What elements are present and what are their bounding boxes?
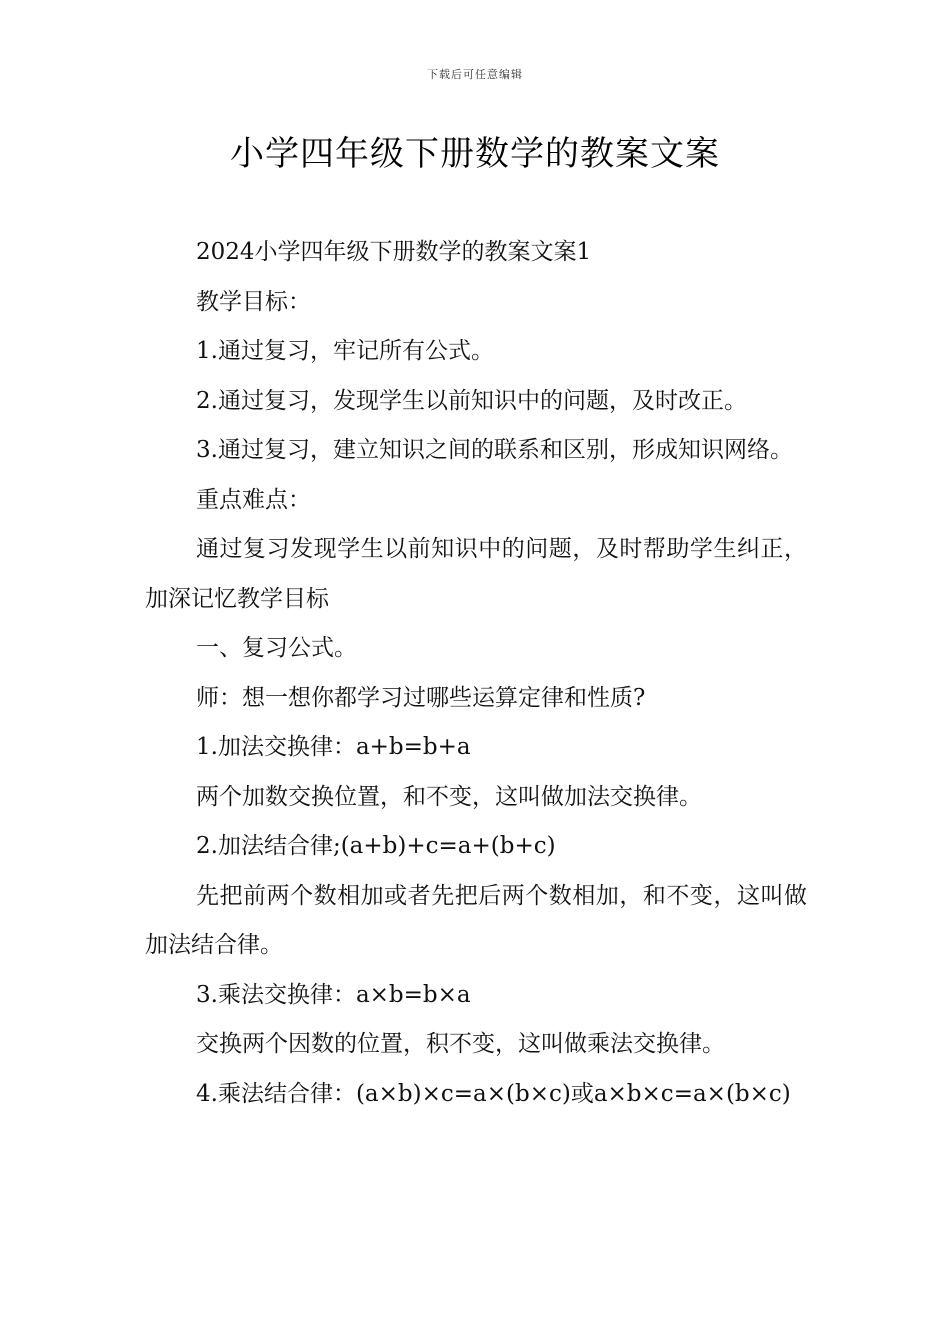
- section-heading: 2024小学四年级下册数学的教案文案1: [196, 239, 592, 265]
- paragraph: 3.通过复习，建立知识之间的联系和区别，形成知识网络。: [196, 437, 793, 463]
- paragraph: 师：想一想你都学习过哪些运算定律和性质?: [196, 684, 646, 711]
- paragraph: 4.乘法结合律：(a×b)×c=a×(b×c)或a×b×c=a×(b×c): [196, 1080, 791, 1107]
- header-note: 下载后可任意编辑: [427, 68, 523, 81]
- paragraph: 一、复习公式。: [196, 635, 357, 661]
- paragraph: 3.乘法交换律：a×b=b×a: [196, 981, 471, 1008]
- paragraph: 交换两个因数的位置，积不变，这叫做乘法交换律。: [196, 1031, 725, 1057]
- paragraph: 通过复习发现学生以前知识中的问题，及时帮助学生纠正，加深记忆教学目标: [145, 536, 807, 612]
- paragraph: 1.通过复习，牢记所有公式。: [196, 338, 494, 364]
- paragraph: 两个加数交换位置，和不变，这叫做加法交换律。: [196, 783, 702, 810]
- paragraph: 1.加法交换律：a+b=b+a: [196, 734, 471, 760]
- paragraph: 2.加法结合律;(a+b)+c=a+(b+c): [196, 833, 556, 859]
- document-title: 小学四年级下册数学的教案文案: [230, 134, 720, 174]
- paragraph: 重点难点：: [196, 486, 311, 513]
- document-body: [145, 228, 807, 1119]
- paragraph: 先把前两个数相加或者先把后两个数相加，和不变，这叫做加法结合律。: [145, 882, 807, 958]
- paragraph: 2.通过复习，发现学生以前知识中的问题，及时改正。: [196, 387, 747, 414]
- paragraph: 教学目标：: [196, 288, 311, 315]
